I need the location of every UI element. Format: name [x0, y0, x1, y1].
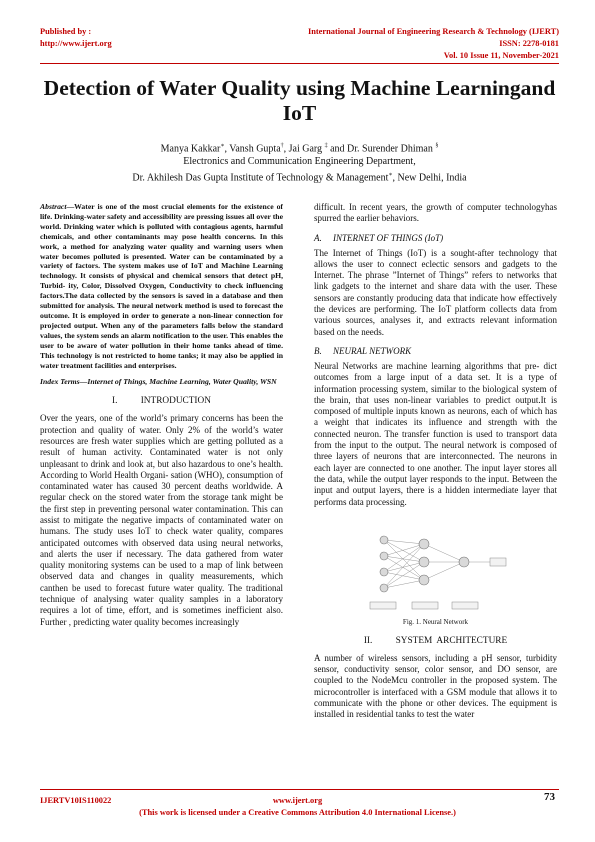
author-names: Manya Kakkar∗, Vansh Gupta†, Jai Garg ‡ and Dr. Surender Dhiman § — [160, 143, 439, 155]
subsection-heading-iot: A. INTERNET OF THINGS (IoT) — [314, 232, 444, 243]
header-left — [40, 26, 112, 50]
neural-network-figure — [356, 522, 516, 614]
header-rule — [40, 63, 559, 64]
section-heading-system-architecture: II. SYSTEM ARCHITECTURE — [363, 635, 508, 646]
site-url-link[interactable]: http://www.ijert.org — [40, 39, 112, 48]
footer-rule — [40, 789, 559, 790]
abstract: Abstract—Water is one of the most crucial elements for the existence of life. Drinking-water safety and accessibility are pressing issues all over the world. Drinking water which is polluted with contagious agents, harmful chemicals, and other contaminants may pose health concerns. In this work, a method for analyzing water quality and warning users when water becomes polluted is presented. Water can be contaminated by a variety of factors. The system makes use of IoT and Machine Learning technology. It consists of physical and chemical sensors that detect pH, Turbid- ity, Color, Dissolved Oxygen, Conductivity to check influencing factors.The data collected by the sensors is saved in a database and then submitted for analysis. The neural network method is used to forecast the outcome. It is employed in order to generate a non-linear connection for projected output. When any of the parameters falls below the standard values, the system sends an alarm notification to the user. This enables the user to be aware of water pollution in their home tanks ahead of time. This technology is not restricted to home tanks; it may also be applied in water treatment facilities and enterprises. — [40, 202, 283, 370]
left-column — [40, 202, 283, 628]
index-terms: Index Terms—Internet of Things, Machine Learning, Water Quality, WSN — [40, 377, 277, 387]
volume-issue: Vol. 10 Issue 11, November-2021 — [443, 51, 559, 60]
issn: ISSN: 2278-0181 — [499, 39, 559, 48]
page-number: 73 — [544, 791, 555, 803]
published-by: Published by : — [40, 27, 92, 36]
header-right — [308, 26, 559, 62]
subsection-heading-neural-network: B. NEURAL NETWORK — [314, 345, 412, 356]
system-architecture-text: A number of wireless sensors, including a pH sensor, turbidity sensor, conductivity sensor, color sensor, and DO sensor, are coupled to the NodeMcu controller in the proposed system. The microcontroller is interfaced with a GSM module that allows it to communicate with the phone or other devices. The equipment is installed in residential tanks to test the water — [314, 652, 557, 720]
institute: Dr. Akhilesh Das Gupta Institute of Technology & Management∗, New Delhi, India — [132, 171, 467, 183]
paper-id: IJERTV10IS110022 — [40, 796, 112, 805]
introduction-continued: difficult. In recent years, the growth of computer technologyhas spurred the earlier behaviors. — [314, 202, 557, 224]
iot-text: The Internet of Things (IoT) is a sought-after technology that allows the user to connect eclectic sensors and gadgets to the Internet. The phrase ”Internet of Things” refers to networks that link gadgets to the internet and share data with the user. These sensors are constantly producing data that indicate how effectively the devices are performing. The IoT platform collects data from various sources, analyses it, and extracts relevant information based on the needs. — [314, 247, 557, 337]
journal-name: International Journal of Engineering Research & Technology (IJERT) — [307, 27, 559, 36]
neural-network-text: Neural Networks are machine learning algorithms that pre- dict outcomes from a large input of a data set. It is a type of information processing system, similar to the biological system of the brain, that uses non-linear variables to predict output.It is composed of multiple inputs known as neurons, each of which has a weight that indicates its influence and strength with the connected neuron. The transfer function is used to transport data from the input to the output. The neural network is composed of three layers of neurons that are interconnected. The neurons in each layer are connected to one another. The input layer stores all the data, while the output layer responds to the input. Between the input and output layers, there is a hidden intermediate layer that performs data processing. — [314, 360, 557, 507]
footer-url-link[interactable]: www.ijert.org — [272, 796, 323, 805]
license-note: (This work is licensed under a Creative Commons Attribution 4.0 International License.) — [139, 808, 456, 817]
paper-title: Detection of Water Quality using Machine Learningand IoT — [43, 76, 556, 125]
department: Electronics and Communication Engineering Department, — [183, 155, 416, 167]
introduction-text: Over the years, one of the world’s primary concerns has been the protection and quality of water. Only 2% of the world’s water resources are fresh water supplies which are getting polluted as a result of human activity. Contaminated water is not only unpleasant to drink and look at, but also hazardous to one’s health. According to World Health Organi- sation (WHO), consumption of contaminated water has caused 30 percent deaths worldwide. A regular check on the stored water from the storage tank might be the first step in preventing personal water contamination. This can assist to mitigate the negative impacts of contaminated water on humans. The study uses IoT to check water quality, compares anticipated outcomes with observed data using neural networks, and alerts the user if necessary. The data gathered from water quality monitoring systems can be used to a map of link between observed data and changes in quality measurements, which canthen be used to forecast future water quality. The traditional technique of analysing water quality samples in a laboratory requires a lot of time, effort, and is sometimes inefficient also. Further , predicting water quality becomes increasingly — [40, 413, 283, 627]
right-column — [314, 202, 557, 721]
section-heading-introduction: I. INTRODUCTION — [112, 396, 211, 407]
figure-caption: Fig. 1. Neural Network — [402, 617, 469, 626]
author-block — [40, 140, 559, 184]
